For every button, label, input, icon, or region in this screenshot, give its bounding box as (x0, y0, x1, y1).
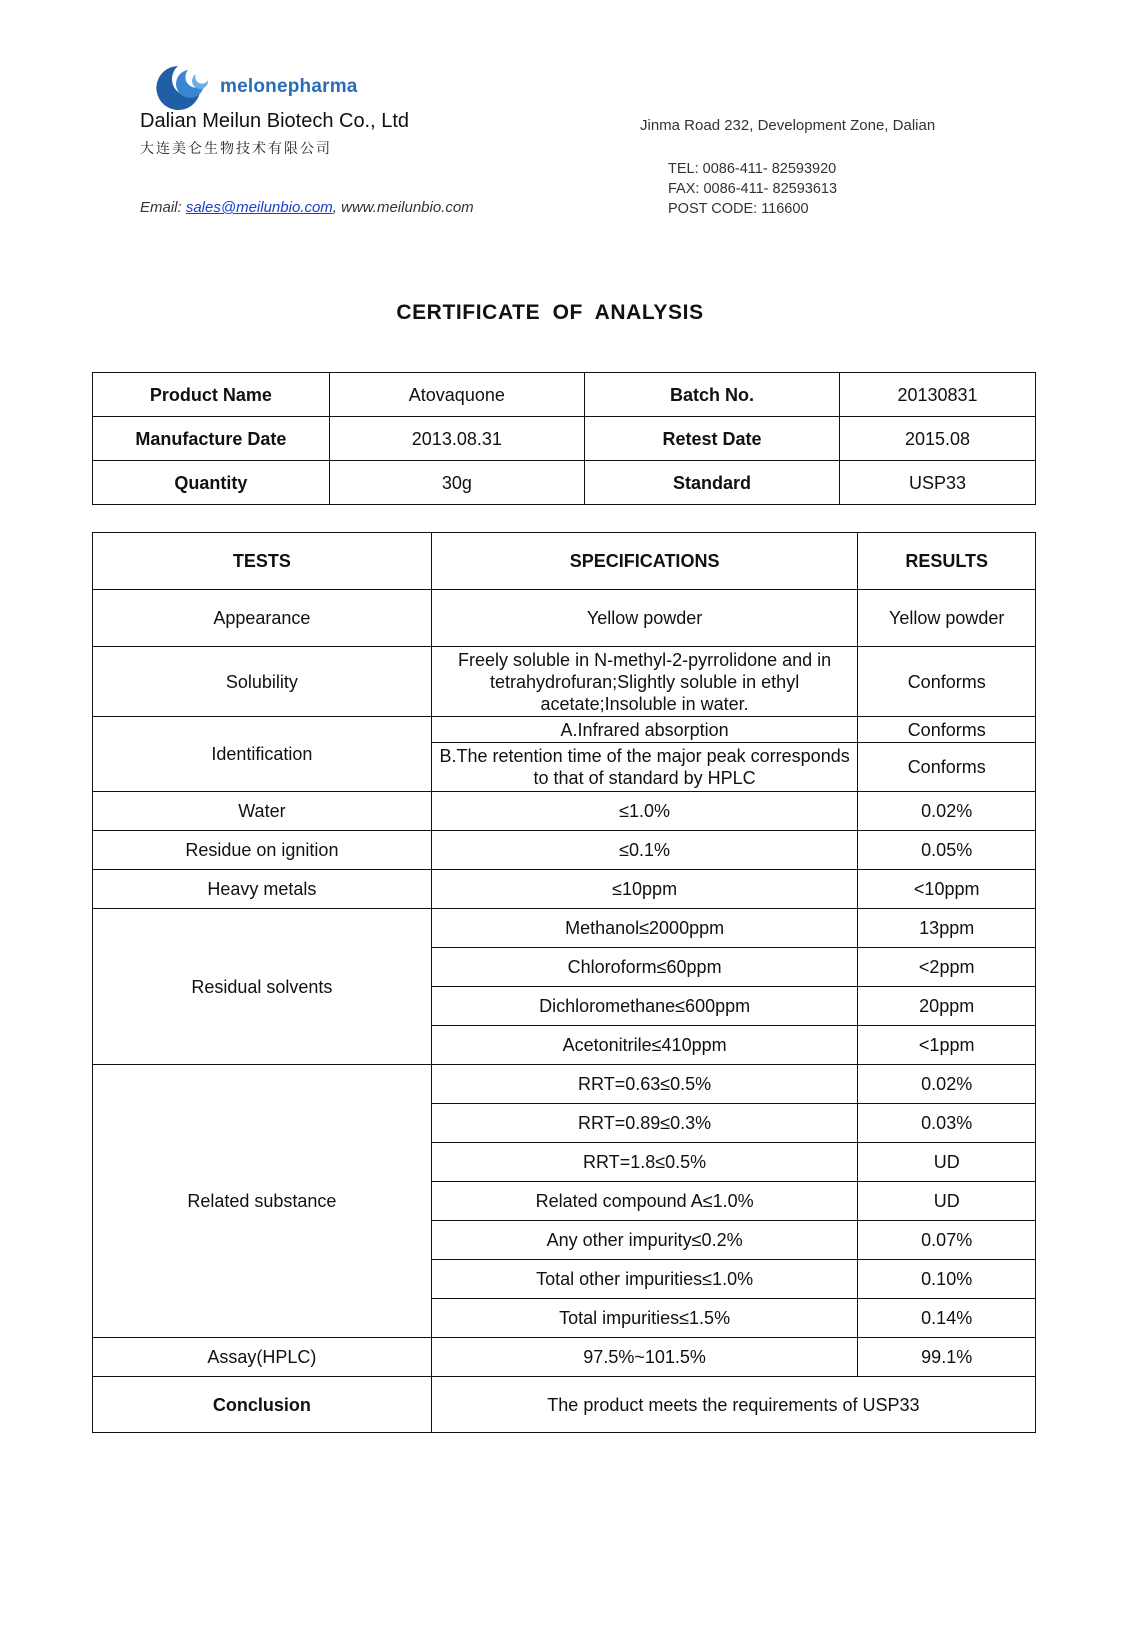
result-cell: 20ppm (858, 987, 1036, 1026)
spec-cell: Acetonitrile≤410ppm (431, 1026, 858, 1065)
coa-header-row (93, 533, 1036, 590)
results-header: RESULTS (858, 533, 1036, 590)
spec-cell: Related compound A≤1.0% (431, 1182, 858, 1221)
quantity-value: 30g (329, 461, 584, 505)
product-name-value: Atovaquone (329, 373, 584, 417)
spec-cell: ≤1.0% (431, 792, 858, 831)
test-cell: Appearance (93, 590, 432, 647)
result-cell: <10ppm (858, 870, 1036, 909)
result-cell: 99.1% (858, 1338, 1036, 1377)
spec-cell: RRT=1.8≤0.5% (431, 1143, 858, 1182)
spec-cell: B.The retention time of the major peak corresponds to that of standard by HPLC (431, 743, 858, 792)
spec-cell: Yellow powder (431, 590, 858, 647)
document-title (0, 301, 1100, 325)
spec-cell: A.Infrared absorption (431, 717, 858, 743)
result-cell: 0.05% (858, 831, 1036, 870)
product-name-label: Product Name (93, 373, 330, 417)
result-cell: Conforms (858, 743, 1036, 792)
spec-cell: Methanol≤2000ppm (431, 909, 858, 948)
company-name: Dalian Meilun Biotech Co., Ltd (140, 110, 410, 132)
result-cell: Conforms (858, 717, 1036, 743)
result-cell: 0.10% (858, 1260, 1036, 1299)
test-cell: Residual solvents (93, 909, 432, 1065)
spec-cell: 97.5%~101.5% (431, 1338, 858, 1377)
company-logo (148, 62, 210, 112)
test-cell: Assay(HPLC) (93, 1338, 432, 1377)
spec-cell: Total impurities≤1.5% (431, 1299, 858, 1338)
spec-cell: Freely soluble in N-methyl-2-pyrrolidone and in tetrahydrofuran;Slightly soluble in ethyl acetate;Insoluble in water. (431, 647, 858, 717)
conclusion-row (93, 1377, 1036, 1433)
result-cell: 0.03% (858, 1104, 1036, 1143)
appearance-row (93, 590, 1036, 647)
email-prefix: Email: (140, 199, 186, 216)
test-cell: Solubility (93, 647, 432, 717)
product-info-table (92, 372, 1036, 505)
quantity-label: Quantity (93, 461, 330, 505)
manufacture-date-label: Manufacture Date (93, 417, 330, 461)
spec-cell: Dichloromethane≤600ppm (431, 987, 858, 1026)
tel-line: TEL: 0086-411- 82593920 (668, 161, 837, 177)
related-substance-row (93, 1065, 1036, 1104)
batch-no-label: Batch No. (584, 373, 839, 417)
test-cell: Related substance (93, 1065, 432, 1338)
result-cell: 0.02% (858, 1065, 1036, 1104)
manufacture-date-value: 2013.08.31 (329, 417, 584, 461)
result-cell: 0.07% (858, 1221, 1036, 1260)
residual-solvents-row (93, 909, 1036, 948)
website-text: , www.meilunbio.com (332, 199, 474, 216)
info-row (93, 417, 1036, 461)
spec-cell: ≤0.1% (431, 831, 858, 870)
heavy-metals-row (93, 870, 1036, 909)
result-cell: Yellow powder (858, 590, 1036, 647)
test-cell: Heavy metals (93, 870, 432, 909)
document-title-text: CERTIFICATE OF ANALYSIS (396, 301, 704, 324)
result-cell: <2ppm (858, 948, 1036, 987)
info-row (93, 373, 1036, 417)
identification-row (93, 717, 1036, 743)
spec-cell: ≤10ppm (431, 870, 858, 909)
solubility-row (93, 647, 1036, 717)
post-code-line: POST CODE: 116600 (668, 201, 809, 217)
water-row (93, 792, 1036, 831)
test-cell: Water (93, 792, 432, 831)
batch-no-value: 20130831 (840, 373, 1036, 417)
assay-row (93, 1338, 1036, 1377)
coa-table (92, 532, 1036, 1433)
result-cell: UD (858, 1143, 1036, 1182)
spec-cell: Total other impurities≤1.0% (431, 1260, 858, 1299)
result-cell: 0.02% (858, 792, 1036, 831)
specifications-header: SPECIFICATIONS (431, 533, 858, 590)
tests-header: TESTS (93, 533, 432, 590)
test-cell: Identification (93, 717, 432, 792)
spec-cell: Chloroform≤60ppm (431, 948, 858, 987)
test-cell: Residue on ignition (93, 831, 432, 870)
standard-value: USP33 (840, 461, 1036, 505)
brand-name: melonepharma (220, 76, 358, 97)
result-cell: Conforms (858, 647, 1036, 717)
email-line (140, 199, 474, 216)
retest-date-label: Retest Date (584, 417, 839, 461)
standard-label: Standard (584, 461, 839, 505)
logo-swirl-icon (148, 62, 210, 112)
spec-cell: RRT=0.63≤0.5% (431, 1065, 858, 1104)
conclusion-label: Conclusion (93, 1377, 432, 1433)
spec-cell: Any other impurity≤0.2% (431, 1221, 858, 1260)
result-cell: 13ppm (858, 909, 1036, 948)
spec-cell: RRT=0.89≤0.3% (431, 1104, 858, 1143)
fax-line: FAX: 0086-411- 82593613 (668, 181, 838, 197)
result-cell: UD (858, 1182, 1036, 1221)
contact-block (668, 159, 837, 219)
result-cell: <1ppm (858, 1026, 1036, 1065)
retest-date-value: 2015.08 (840, 417, 1036, 461)
residue-row (93, 831, 1036, 870)
info-row (93, 461, 1036, 505)
company-name-cn: 大连美仑生物技术有限公司 (140, 141, 332, 157)
company-address: Jinma Road 232, Development Zone, Dalian (640, 117, 936, 134)
result-cell: 0.14% (858, 1299, 1036, 1338)
email-link[interactable]: sales@meilunbio.com (185, 199, 333, 216)
conclusion-text: The product meets the requirements of USP33 (431, 1377, 1035, 1433)
